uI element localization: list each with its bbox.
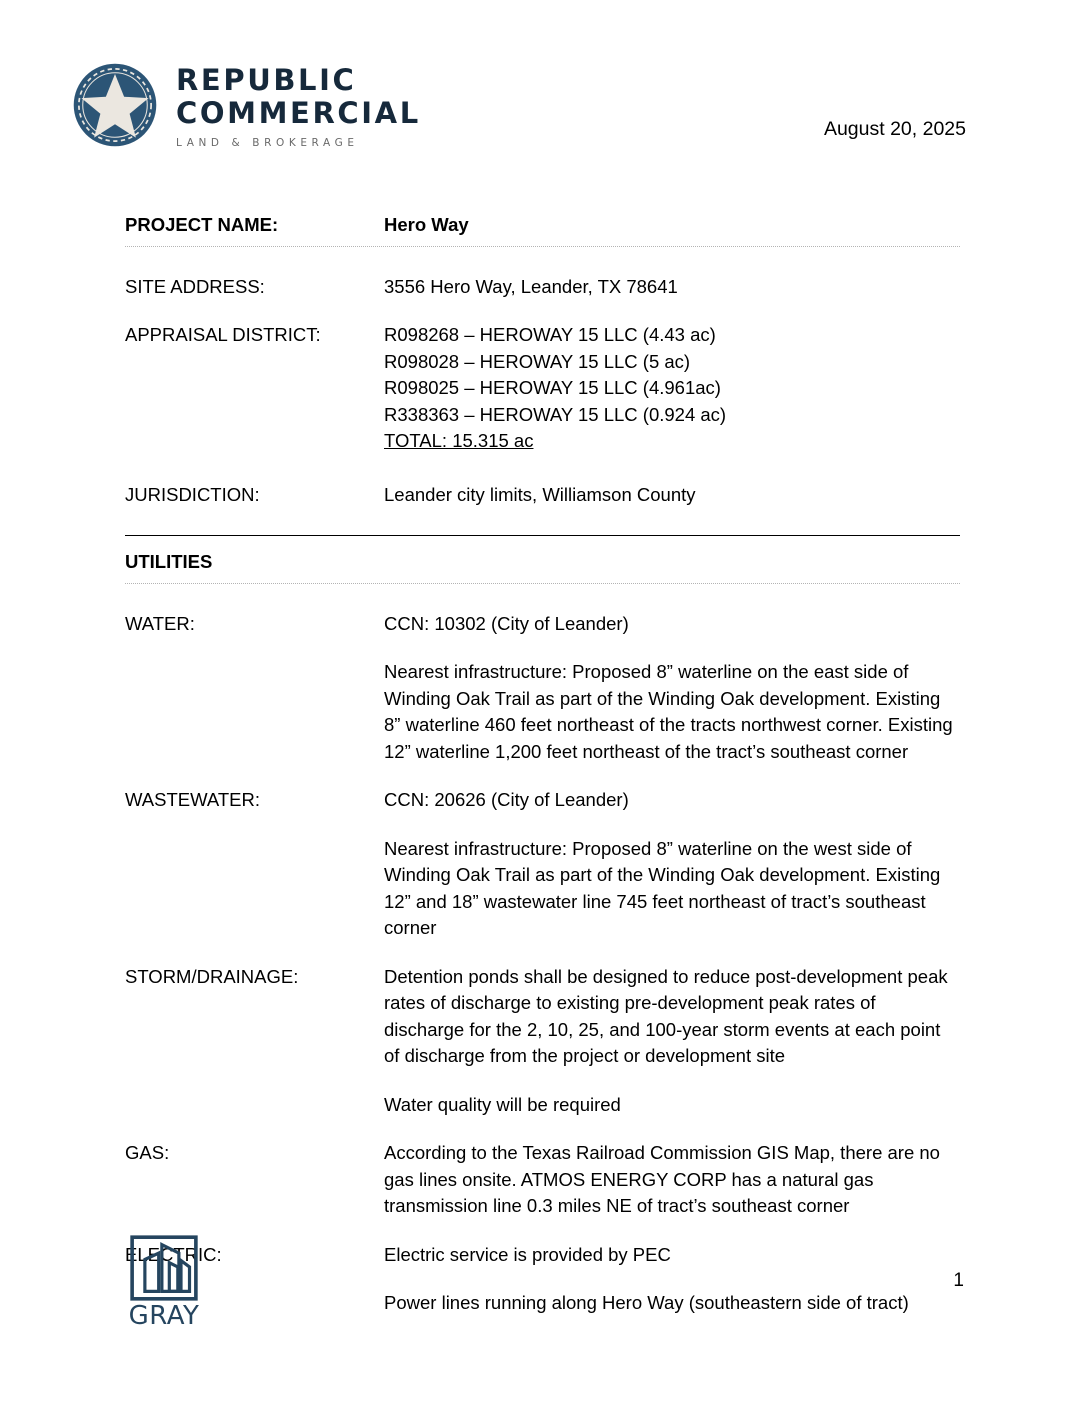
parcel-line: R338363 – HEROWAY 15 LLC (0.924 ac) bbox=[384, 403, 727, 425]
spacer bbox=[125, 765, 960, 787]
buildings-square-icon bbox=[130, 1235, 198, 1301]
spacer bbox=[125, 1118, 960, 1140]
wastewater-value bbox=[384, 787, 960, 942]
water-infrastructure: Nearest infrastructure: Proposed 8” waterline on the east side of Winding Oak Trail as part of the Winding Oak development. Existing 8” waterline 460 feet northeast of the tracts northwest corner. Existing 12” waterline 1,200 feet northeast of the tract’s southeast corner bbox=[384, 661, 953, 762]
water-value bbox=[384, 611, 960, 766]
document-header bbox=[0, 58, 1088, 168]
wastewater-label: WASTEWATER: bbox=[125, 789, 260, 810]
spacer bbox=[125, 247, 960, 274]
page-number: 1 bbox=[953, 1270, 964, 1291]
spacer bbox=[125, 942, 960, 964]
brand-line-2: COMMERCIAL bbox=[176, 96, 421, 130]
row-appraisal-district bbox=[125, 322, 960, 455]
appraisal-district-label: APPRAISAL DISTRICT: bbox=[125, 324, 321, 345]
parcel-line: R098025 – HEROWAY 15 LLC (4.961ac) bbox=[384, 377, 721, 398]
row-storm-drainage bbox=[125, 964, 960, 1119]
gas-label: GAS: bbox=[125, 1142, 170, 1163]
spacer bbox=[125, 508, 960, 535]
project-name-value: Hero Way bbox=[384, 214, 469, 235]
storm-detention-text: Detention ponds shall be designed to reduce post-development peak rates of discharge to existing pre-development peak rates of discharge for the 2, 10, 25, and 100-year storm events at each point of discharge from the project or development site bbox=[384, 965, 948, 1066]
brand-wordmark bbox=[176, 58, 421, 149]
storm-drainage-label: STORM/DRAINAGE: bbox=[125, 965, 299, 987]
parcel-line: R098268 – HEROWAY 15 LLC (4.43 ac) bbox=[384, 324, 716, 345]
document-footer bbox=[0, 1230, 1088, 1330]
document-date: August 20, 2025 bbox=[823, 118, 966, 140]
row-project-name bbox=[125, 212, 960, 238]
storm-water-quality-text: Water quality will be required bbox=[384, 1093, 621, 1115]
jurisdiction-value: Leander city limits, Williamson County bbox=[384, 483, 696, 505]
republic-commercial-logo bbox=[72, 58, 421, 149]
gas-value bbox=[384, 1140, 960, 1220]
parcel-total: TOTAL: 15.315 ac bbox=[384, 430, 534, 451]
utilities-heading: UTILITIES bbox=[125, 550, 213, 572]
electric-power-lines-text: Power lines running along Hero Way (southeastern side of tract) bbox=[384, 1292, 909, 1313]
row-wastewater bbox=[125, 787, 960, 942]
row-gas bbox=[125, 1140, 960, 1220]
row-site-address bbox=[125, 274, 960, 300]
brand-line-1: REPUBLIC bbox=[176, 63, 357, 97]
star-seal-icon bbox=[72, 62, 158, 148]
appraisal-district-value bbox=[384, 322, 960, 455]
row-utilities-heading bbox=[125, 549, 960, 575]
document-body bbox=[125, 212, 960, 1317]
site-address-value: 3556 Hero Way, Leander, TX 78641 bbox=[384, 276, 678, 297]
gas-text: According to the Texas Railroad Commission GIS Map, there are no gas lines onsite. ATMOS ENERGY CORP has a natural gas transmission line 0.3 miles NE of tract’s southeast corner bbox=[384, 1142, 940, 1216]
site-address-label: SITE ADDRESS: bbox=[125, 276, 265, 297]
spacer bbox=[125, 300, 960, 322]
brand-tagline: LAND & BROKERAGE bbox=[176, 137, 359, 149]
wastewater-ccn: CCN: 20626 (City of Leander) bbox=[384, 789, 629, 810]
water-ccn: CCN: 10302 (City of Leander) bbox=[384, 612, 629, 634]
spacer bbox=[125, 536, 960, 549]
electric-label: ELECTRIC: bbox=[125, 1243, 222, 1265]
gray-wordmark: GRAY bbox=[128, 1301, 200, 1331]
spacer bbox=[125, 584, 960, 611]
spacer bbox=[125, 455, 960, 482]
row-jurisdiction bbox=[125, 482, 960, 508]
row-water bbox=[125, 611, 960, 766]
wastewater-infrastructure: Nearest infrastructure: Proposed 8” waterline on the west side of Winding Oak Trail as part of the Winding Oak development. Existing 12” and 18” wastewater line 745 feet northeast of tract’s southeast corner bbox=[384, 837, 941, 938]
water-label: WATER: bbox=[125, 612, 195, 634]
electric-provider-text: Electric service is provided by PEC bbox=[384, 1243, 671, 1265]
storm-drainage-value bbox=[384, 964, 960, 1119]
jurisdiction-label: JURISDICTION: bbox=[125, 483, 260, 505]
parcel-line: R098028 – HEROWAY 15 LLC (5 ac) bbox=[384, 350, 691, 372]
gray-logo bbox=[126, 1235, 202, 1330]
project-name-label: PROJECT NAME: bbox=[125, 214, 279, 235]
